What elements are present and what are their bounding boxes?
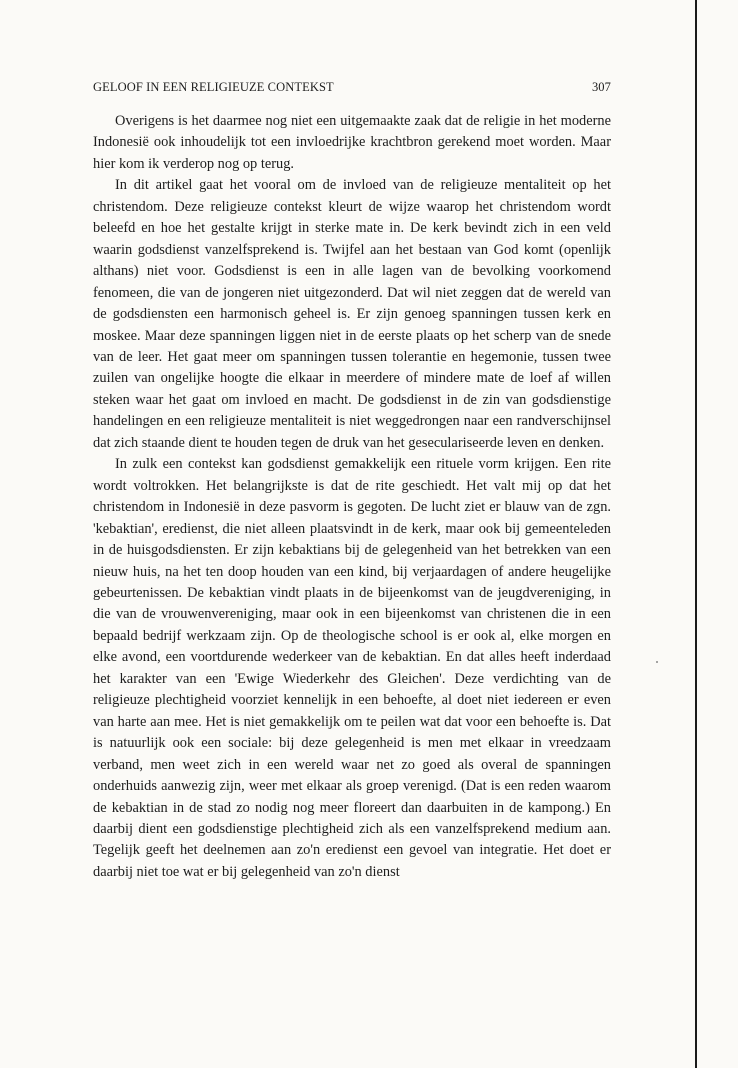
page-number: 307	[591, 80, 611, 94]
page-edge-line	[695, 0, 697, 1068]
running-title: GELOOF IN EEN RELIGIEUZE CONTEKST	[93, 80, 334, 94]
scan-speck	[656, 661, 658, 663]
running-header	[93, 80, 611, 98]
paragraph-2: In dit artikel gaat het vooral om de invloed van de religieuze mentaliteit op het christendom. Deze religieuze contekst kleurt de wijze waarop het christendom wordt beleefd en hoe het gestalte krijgt in sterke mate in. De kerk bevindt zich in een veld waarin godsdienst vanzelfsprekend is. Twijfel aan het bestaan van God komt (openlijk althans) niet voor. Godsdienst is een in alle lagen van de bevolking voorkomend fenomeen, die van de jongeren niet uitgezonderd. Dat wil niet zeggen dat de wereld van de godsdiensten een harmonisch geheel is. Er zijn genoeg spanningen tussen kerk en moskee. Maar deze spanningen liggen niet in de eerste plaats op het scherp van de snede van de leer. Het gaat meer om spanningen tussen tolerantie en hegemonie, tussen twee zuilen van ongelijke hoogte die elkaar in meerdere of mindere mate de loef af willen steken waar het gaat om invloed en macht. De godsdienst in de zin van godsdienstige handelingen en een religieuze mentaliteit is niet weggedrongen naar een randverschijnsel dat zich staande dient te houden tegen de druk van het geseculariseerde leven en denken.	[93, 177, 611, 451]
paragraph-1: Overigens is het daarmee nog niet een uitgemaakte zaak dat de religie in het moderne Indonesië ook inhoudelijk tot een invloedrijke krachtbron gerekend moet worden. Maar hier kom ik verderop nog op terug.	[93, 113, 611, 172]
body-text	[93, 111, 611, 883]
paragraph-3: In zulk een contekst kan godsdienst gemakkelijk een rituele vorm krijgen. Een rite wordt voltrokken. Het belangrijkste is dat de rite geschiedt. Het valt mij op dat het christendom in Indonesië in deze pasvorm is gegoten. De lucht ziet er blauw van de zgn. 'kebaktian', eredienst, die niet alleen plaatsvindt in de kerk, maar ook bij gemeenteleden in de huisgodsdiensten. Er zijn kebaktians bij de gelegenheid van het betrekken van een nieuw huis, na het ten doop houden van een kind, bij verjaardagen of andere heugelijke gebeurtenissen. De kebaktian vindt plaats in de bijeenkomst van de jeugdvereniging, in die van de vrouwenvereniging, maar ook in een bijeenkomst van christenen die in een bepaald bedrijf werkzaam zijn. Op de theologische school is er ook al, elke morgen en elke avond, een voortdurende wederkeer van de kebaktian. En dat alles heeft inderdaad het karakter van een 'Ewige Wiederkehr des Gleichen'. Deze verdichting van de religieuze plechtigheid voorziet kennelijk in een behoefte, al doet niet iedereen er even van harte aan mee. Het is niet gemakkelijk om te peilen wat dat voor een behoefte is. Dat is natuurlijk ook een sociale: bij deze gelegenheid is men met elkaar in vreedzaam verband, men weet zich in een wereld waar net zo goed als overal de spanningen onderhuids aanwezig zijn, weer met elkaar als groep verenigd. (Dat is een reden waarom de kebaktian in de stad zo nodig nog meer floreert dan daarbuiten in de kampong.) En daarbij dient een godsdienstige plechtigheid zich als een vanzelfsprekend medium aan. Tegelijk geeft het deelnemen aan zo'n eredienst een gevoel van integratie. Het doet er daarbij niet toe wat er bij gelegenheid van zo'n dienst	[93, 456, 611, 880]
